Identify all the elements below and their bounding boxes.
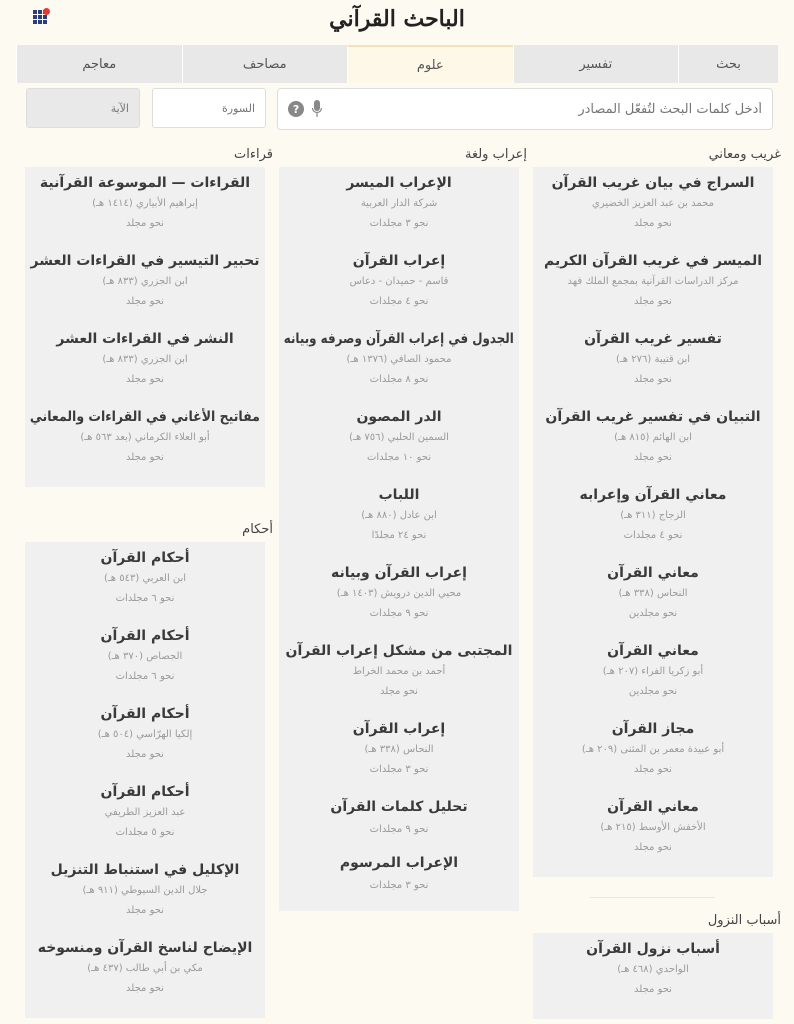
book-item[interactable] [25, 247, 265, 325]
book-author: قاسم - حميدان - دعاس [349, 276, 449, 287]
book-volumes: نحو مجلدين [628, 686, 678, 697]
section-ahkam [25, 522, 273, 1018]
tab-masahif[interactable]: مصاحف [182, 45, 348, 83]
book-item[interactable] [25, 700, 265, 778]
book-title: إعراب القرآن [352, 721, 446, 737]
section-irab [279, 147, 527, 911]
book-author: ابن عادل (٨٨٠ هـ) [361, 510, 437, 521]
book-author: أبو زكريا الفراء (٢٠٧ هـ) [602, 666, 704, 677]
book-author: أحمد بن محمد الخراط [352, 666, 446, 677]
book-title: الإعراب المرسوم [339, 855, 459, 871]
book-volumes: نحو مجلد [380, 686, 418, 697]
book-author: جلال الدين السيوطي (٩١١ هـ) [82, 885, 208, 896]
book-volumes: نحو مجلد [126, 452, 164, 463]
book-author: الجصاص (٣٧٠ هـ) [107, 651, 183, 662]
book-list [25, 167, 265, 487]
book-title: إعراب القرآن وبيانه [331, 565, 467, 581]
book-volumes: نحو ٣ مجلدات [369, 218, 429, 229]
main-tabs [16, 45, 778, 83]
book-title: الإكليل في استنباط التنزيل [50, 862, 240, 878]
book-volumes: نحو ٦ مجلدات [115, 671, 175, 682]
book-item[interactable] [533, 559, 773, 637]
book-title: الجدول في إعراب القرآن وصرفه وبيانه [283, 331, 515, 347]
book-author: ابن العربي (٥٤٣ هـ) [103, 573, 187, 584]
book-title: أحكام القرآن [100, 784, 190, 800]
book-item[interactable] [533, 169, 773, 247]
book-title: معاني القرآن [607, 643, 699, 659]
book-volumes: نحو مجلد [634, 218, 672, 229]
book-title: النشر في القراءات العشر [56, 331, 234, 347]
book-item[interactable] [279, 793, 519, 849]
book-item[interactable] [25, 169, 265, 247]
book-item[interactable] [533, 481, 773, 559]
book-author: الواحدي (٤٦٨ هـ) [617, 964, 689, 975]
book-author: مكي بن أبي طالب (٤٣٧ هـ) [87, 963, 203, 974]
book-volumes: نحو ١٠ مجلدات [366, 452, 432, 463]
book-title: الإعراب الميسر [346, 175, 452, 191]
book-author: أبو العلاء الكرماني (بعد ٥٦٣ هـ) [80, 432, 210, 443]
book-author: محمد بن عبد العزيز الخضيري [592, 198, 714, 209]
book-item[interactable] [279, 849, 519, 905]
section-heading: قراءات [234, 147, 273, 162]
book-volumes: نحو مجلد [634, 374, 672, 385]
book-title: تفسير غريب القرآن [584, 331, 722, 347]
search-box [277, 88, 773, 130]
book-item[interactable] [279, 403, 519, 481]
book-volumes: نحو ٤ مجلدات [623, 530, 683, 541]
book-author: ابن الجزري (٨٣٣ هـ) [102, 276, 188, 287]
book-item[interactable] [533, 935, 773, 1013]
book-title: أسباب نزول القرآن [586, 941, 720, 957]
book-item[interactable] [25, 544, 265, 622]
tab-uloom[interactable]: علوم [347, 45, 513, 83]
book-item[interactable] [25, 325, 265, 403]
book-author: الزجاج (٣١١ هـ) [620, 510, 686, 521]
book-title: أحكام القرآن [100, 706, 190, 722]
section-heading: أحكام [242, 522, 273, 537]
tab-maajim[interactable]: معاجم [16, 45, 182, 83]
book-item[interactable] [25, 778, 265, 856]
book-author: ابن قتيبة (٢٧٦ هـ) [615, 354, 691, 365]
book-list [279, 167, 519, 911]
book-list [25, 542, 265, 1018]
book-item[interactable] [533, 793, 773, 871]
book-item[interactable] [25, 403, 265, 481]
book-author: محمود الصافي (١٣٧٦ هـ) [346, 354, 452, 365]
book-list [533, 933, 773, 1019]
book-volumes: نحو مجلد [126, 749, 164, 760]
book-volumes: نحو مجلد [126, 218, 164, 229]
book-title: مفاتيح الأغاني في القراءات والمعاني [30, 409, 260, 425]
book-title: القراءات — الموسوعة القرآنية [39, 175, 251, 191]
book-item[interactable] [25, 622, 265, 700]
book-author: محيي الدين درويش (١٤٠٣ هـ) [336, 588, 462, 599]
book-title: الإيضاح لناسخ القرآن ومنسوخه [37, 940, 253, 956]
book-volumes: نحو ٣ مجلدات [369, 880, 429, 891]
book-author: شركة الدار العربية [360, 198, 438, 209]
help-icon[interactable]: ? [288, 101, 304, 117]
book-volumes: نحو ٣ مجلدات [369, 764, 429, 775]
book-author: ابن الهائم (٨١٥ هـ) [614, 432, 692, 443]
book-title: إعراب القرآن [352, 253, 446, 269]
book-author: النحاس (٣٣٨ هـ) [364, 744, 434, 755]
book-volumes: نحو ٤ مجلدات [369, 296, 429, 307]
book-item[interactable] [25, 934, 265, 1012]
section-gharib [533, 147, 781, 877]
book-volumes: نحو ٢٤ مجلدًا [371, 530, 427, 541]
book-volumes: نحو مجلد [126, 296, 164, 307]
book-volumes: نحو ٨ مجلدات [369, 374, 429, 385]
book-volumes: نحو مجلد [126, 983, 164, 994]
book-item[interactable] [279, 715, 519, 793]
book-item[interactable] [533, 403, 773, 481]
section-heading: أسباب النزول [707, 913, 781, 928]
book-author: الأخفش الأوسط (٢١٥ هـ) [600, 822, 706, 833]
book-title: مجاز القرآن [611, 721, 695, 737]
book-volumes: نحو مجلد [634, 452, 672, 463]
book-item[interactable] [25, 856, 265, 934]
book-volumes: نحو مجلد [634, 296, 672, 307]
book-title: تحليل كلمات القرآن [330, 799, 468, 815]
book-volumes: نحو مجلد [126, 905, 164, 916]
divider [590, 897, 715, 898]
book-title: أحكام القرآن [100, 550, 190, 566]
book-title: تحبير التيسير في القراءات العشر [30, 253, 260, 269]
book-list [533, 167, 773, 877]
tab-tafsir[interactable]: تفسير [513, 45, 679, 83]
book-title: معاني القرآن [607, 565, 699, 581]
book-author: مركز الدراسات القرآنية بمجمع الملك فهد [567, 276, 739, 287]
book-volumes: نحو مجلد [126, 374, 164, 385]
book-volumes: نحو مجلدين [628, 608, 678, 619]
book-item[interactable] [279, 559, 519, 637]
book-title: أحكام القرآن [100, 628, 190, 644]
section-asbab [533, 913, 781, 1019]
book-volumes: نحو مجلد [634, 984, 672, 995]
book-title: معاني القرآن [607, 799, 699, 815]
book-title: التبيان في تفسير غريب القرآن [545, 409, 761, 425]
aya-input[interactable] [26, 88, 140, 128]
book-volumes: نحو مجلد [634, 764, 672, 775]
book-volumes: نحو ٩ مجلدات [369, 608, 429, 619]
book-item[interactable] [279, 247, 519, 325]
book-item[interactable] [279, 169, 519, 247]
book-title: معاني القرآن وإعرابه [579, 487, 727, 503]
book-volumes: نحو ٥ مجلدات [115, 827, 175, 838]
section-heading: غريب ومعاني [708, 147, 781, 162]
book-author: النحاس (٣٣٨ هـ) [618, 588, 688, 599]
tab-search[interactable]: بحث [678, 45, 778, 83]
book-title: الدر المصون [356, 409, 442, 425]
book-author: إلكيا الهرّاسي (٥٠٤ هـ) [97, 729, 193, 740]
book-item[interactable] [279, 325, 519, 403]
book-volumes: نحو ٩ مجلدات [369, 824, 429, 835]
search-input[interactable] [324, 102, 762, 117]
microphone-icon[interactable] [310, 100, 324, 118]
book-author: السمين الحلبي (٧٥٦ هـ) [349, 432, 449, 443]
book-author: عبد العزيز الطريفي [104, 807, 186, 818]
section-heading: إعراب ولغة [464, 147, 527, 162]
book-author: أبو عبيدة معمر بن المثنى (٢٠٩ هـ) [581, 744, 725, 755]
book-volumes: نحو مجلد [634, 842, 672, 853]
book-item[interactable] [279, 637, 519, 715]
book-title: الميسر في غريب القرآن الكريم [543, 253, 763, 269]
book-item[interactable] [533, 715, 773, 793]
book-item[interactable] [279, 481, 519, 559]
page-title: الباحث القرآني [329, 6, 465, 32]
book-title: السراج في بيان غريب القرآن [551, 175, 755, 191]
book-title: المجتبى من مشكل إعراب القرآن [285, 643, 513, 659]
book-volumes: نحو ٦ مجلدات [115, 593, 175, 604]
section-qiraat [25, 147, 273, 487]
book-title: اللباب [378, 487, 420, 503]
book-author: ابن الجزري (٨٣٣ هـ) [102, 354, 188, 365]
book-item[interactable] [533, 325, 773, 403]
book-item[interactable] [533, 637, 773, 715]
book-author: إبراهيم الأبياري (١٤١٤ هـ) [92, 198, 198, 209]
book-item[interactable] [533, 247, 773, 325]
sura-input[interactable] [152, 88, 266, 128]
